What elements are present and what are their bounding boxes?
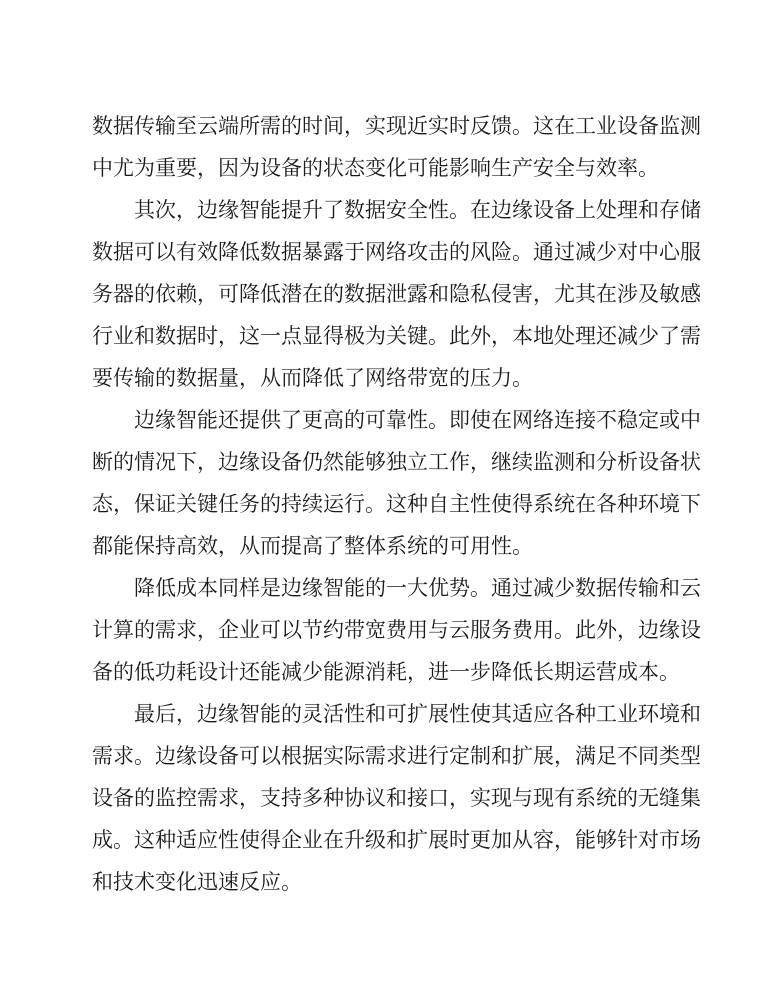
paragraph-3-line-2: 断的情况下，边缘设备仍然能够独立工作，继续监测和分析设备状	[92, 450, 701, 474]
paragraph-5-line-2: 需求。边缘设备可以根据实际需求进行定制和扩展，满足不同类型	[92, 744, 701, 768]
paragraph-4-line-1: 降低成本同样是边缘智能的一大优势。通过减少数据传输和云	[134, 576, 701, 600]
paragraph-5-line-4: 成。这种适应性使得企业在升级和扩展时更加从容，能够针对市场	[92, 828, 701, 852]
paragraph-2-line-2: 数据可以有效降低数据暴露于网络攻击的风险。通过减少对中心服	[92, 240, 701, 264]
paragraph-1-line-2: 中尤为重要，因为设备的状态变化可能影响生产安全与效率。	[92, 156, 659, 180]
paragraph-1-line-1: 数据传输至云端所需的时间，实现近实时反馈。这在工业设备监测	[92, 114, 701, 138]
paragraph-2-line-4: 行业和数据时，这一点显得极为关键。此外，本地处理还减少了需	[92, 324, 701, 348]
paragraph-3-line-1: 边缘智能还提供了更高的可靠性。即使在网络连接不稳定或中	[134, 408, 701, 432]
paragraph-5-line-5: 和技术变化迅速反应。	[92, 870, 302, 894]
paragraph-5-line-1: 最后，边缘智能的灵活性和可扩展性使其适应各种工业环境和	[134, 702, 701, 726]
paragraph-3-line-3: 态，保证关键任务的持续运行。这种自主性使得系统在各种环境下	[92, 492, 701, 516]
paragraph-4-line-3: 备的低功耗设计还能减少能源消耗，进一步降低长期运营成本。	[92, 660, 680, 684]
paragraph-4-line-2: 计算的需求，企业可以节约带宽费用与云服务费用。此外，边缘设	[92, 618, 701, 642]
paragraph-2-line-5: 要传输的数据量，从而降低了网络带宽的压力。	[92, 366, 533, 390]
paragraph-2-line-3: 务器的依赖，可降低潜在的数据泄露和隐私侵害，尤其在涉及敏感	[92, 282, 701, 306]
paragraph-2-line-1: 其次，边缘智能提升了数据安全性。在边缘设备上处理和存储	[134, 198, 701, 222]
paragraph-5-line-3: 设备的监控需求，支持多种协议和接口，实现与现有系统的无缝集	[92, 786, 701, 810]
paragraph-3-line-4: 都能保持高效，从而提高了整体系统的可用性。	[92, 534, 533, 558]
